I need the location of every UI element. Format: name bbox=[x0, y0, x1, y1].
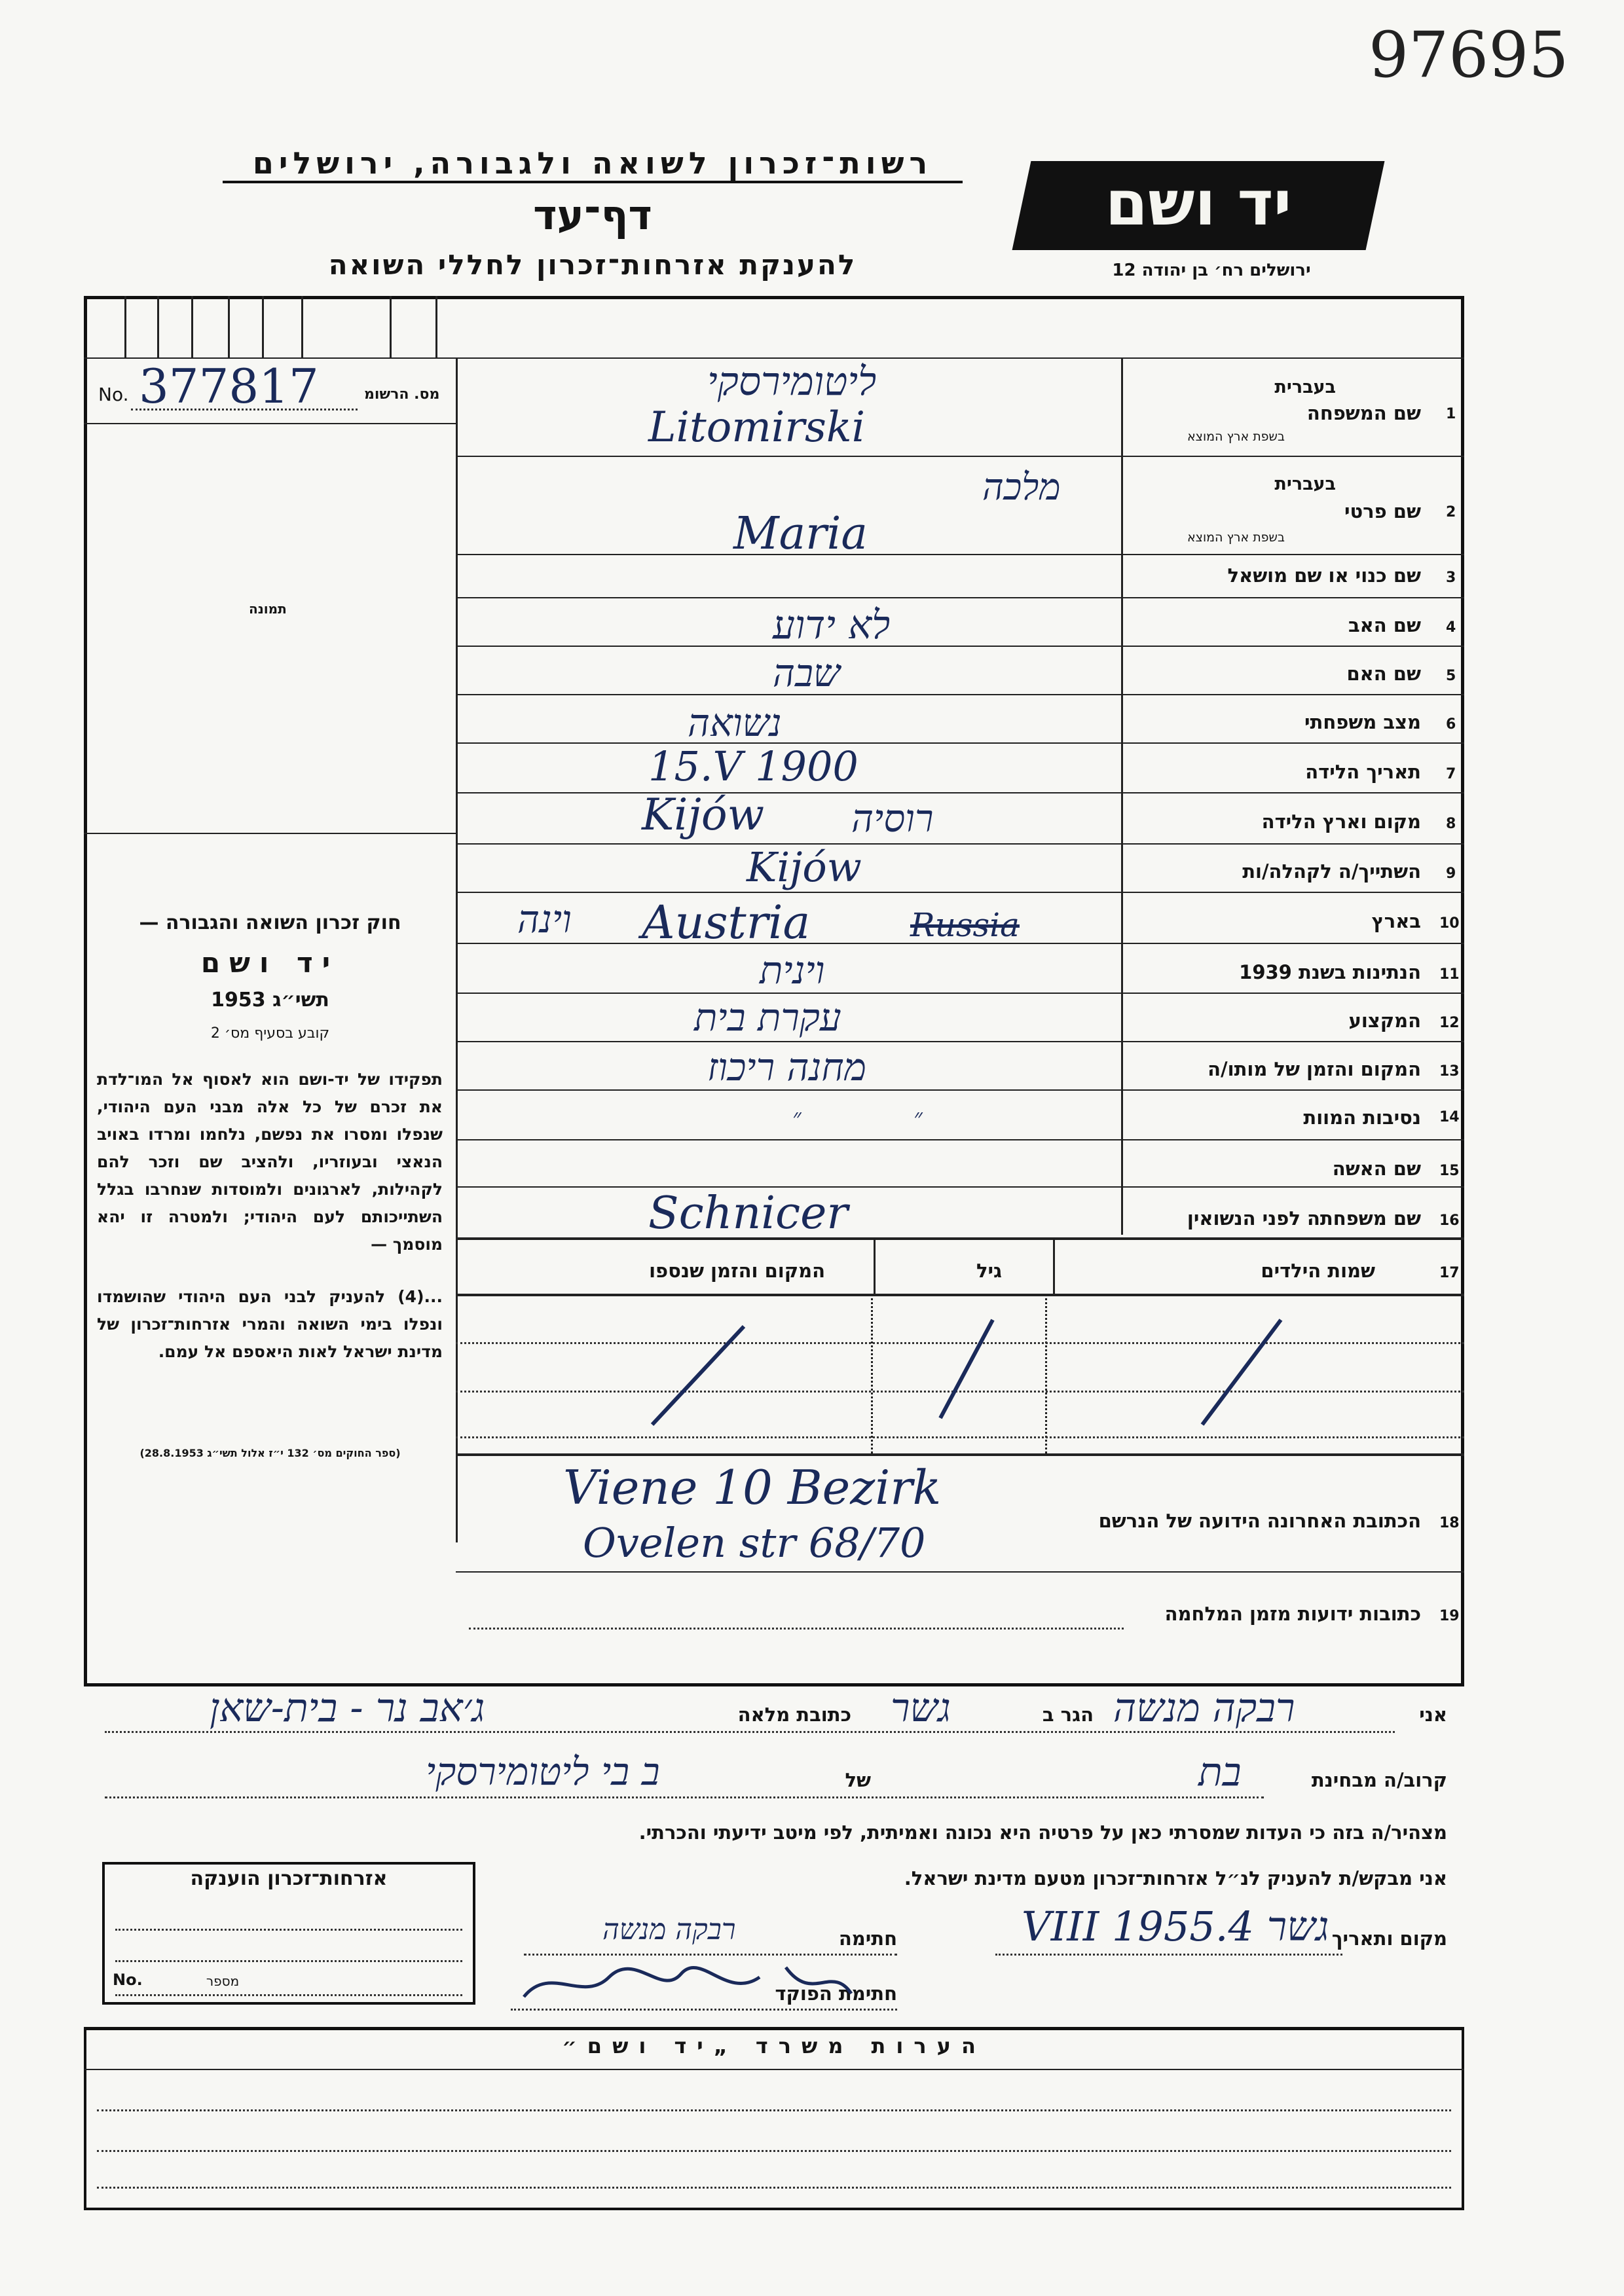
field-16-line bbox=[456, 1237, 1464, 1240]
field-11-value[interactable]: וינית bbox=[760, 948, 825, 993]
field-2-label: שם פרטי bbox=[1344, 500, 1421, 522]
children-place-header: המקום והזמן שנספו bbox=[649, 1260, 825, 1282]
box-divider bbox=[390, 296, 392, 357]
field-18-line bbox=[456, 1571, 1464, 1573]
field-3-line bbox=[456, 597, 1464, 598]
box-divider bbox=[435, 296, 437, 357]
field-12-value[interactable]: עקרת בית bbox=[694, 995, 841, 1040]
remarks-line bbox=[97, 2187, 1451, 2189]
field-18-number: 18 bbox=[1439, 1515, 1460, 1531]
field-1-hebrew-tag: בעברית bbox=[1274, 377, 1336, 397]
field-11-number: 11 bbox=[1439, 966, 1460, 983]
field-16-number: 16 bbox=[1439, 1212, 1460, 1229]
field-4-value[interactable]: לא ידוע bbox=[773, 602, 891, 648]
field-9-value[interactable]: Kijów bbox=[747, 843, 862, 891]
field-1-number: 1 bbox=[1446, 406, 1456, 422]
field-5-line bbox=[456, 694, 1464, 695]
decl-line-2 bbox=[105, 1796, 1264, 1798]
decl-place-date-label: מקום ותאריך bbox=[1331, 1927, 1447, 1950]
box-divider bbox=[157, 296, 159, 357]
field-19-number: 19 bbox=[1439, 1608, 1460, 1624]
field-14-value[interactable]: ״ ״ bbox=[792, 1104, 923, 1131]
field-18-address-line-2[interactable]: Ovelen str 68/70 bbox=[583, 1519, 926, 1567]
field-16-label: שם משפחתה לפני הנשואין bbox=[1187, 1207, 1421, 1230]
field-16-value[interactable]: Schnicer bbox=[648, 1188, 848, 1239]
field-4-line bbox=[456, 646, 1464, 647]
field-2-hebrew-tag: בעברית bbox=[1274, 474, 1336, 494]
decl-place-line bbox=[995, 1954, 1342, 1956]
registration-label: מס. הרשומ bbox=[364, 386, 440, 403]
children-col-divider bbox=[874, 1237, 876, 1294]
field-1-value-latin[interactable]: Litomirski bbox=[648, 403, 866, 452]
photo-top-line bbox=[84, 423, 456, 424]
field-6-value[interactable]: נשואה bbox=[688, 701, 782, 745]
field-19-line bbox=[469, 1628, 1124, 1630]
archive-number: 97695 bbox=[1369, 18, 1569, 92]
decl-address-value[interactable]: ג׳אב נר - בית-שאן bbox=[210, 1685, 485, 1731]
box-divider bbox=[262, 296, 264, 357]
box-divider bbox=[301, 296, 303, 357]
field-1-hint: בשפת ארץ המוצא bbox=[1187, 429, 1285, 444]
remarks-line bbox=[84, 2069, 1464, 2070]
field-1-value-hebrew[interactable]: ליטומירסקי bbox=[707, 359, 877, 405]
photo-bottom-line bbox=[84, 833, 456, 834]
law-citation: (ספר החוקים מס׳ 132 י״ז אלול תשי״ג 28.8.1953) bbox=[139, 1447, 401, 1459]
field-12-line bbox=[456, 1041, 1464, 1042]
decl-ani-label: אני bbox=[1419, 1704, 1447, 1726]
field-8-number: 8 bbox=[1446, 816, 1456, 832]
decl-officer-line bbox=[511, 2009, 897, 2011]
decl-name-value[interactable]: רבקה מנשה bbox=[1113, 1685, 1295, 1731]
field-9-number: 9 bbox=[1446, 866, 1456, 882]
field-10-number: 10 bbox=[1439, 915, 1460, 932]
field-5-value[interactable]: שבה bbox=[773, 651, 841, 695]
field-14-number: 14 bbox=[1439, 1109, 1460, 1125]
field-1-label: שם המשפחה bbox=[1306, 402, 1421, 424]
stamp-box-no-label: No. bbox=[113, 1971, 143, 1989]
remarks-line bbox=[97, 2150, 1451, 2152]
field-10-line bbox=[456, 943, 1464, 944]
stamp-box-line bbox=[115, 1929, 462, 1931]
field-14-line bbox=[456, 1139, 1464, 1140]
decl-resides-label: הגר ב bbox=[1042, 1704, 1094, 1726]
children-names-header: שמות הילדים bbox=[1261, 1260, 1375, 1282]
field-7-label: תאריך הלידה bbox=[1305, 761, 1421, 783]
field-8-value-latin[interactable]: Kijów bbox=[642, 790, 765, 840]
box-divider bbox=[228, 296, 230, 357]
law-paragraph-1: תפקידו של יד-ושם הוא לאסוף אל המו־לדת את זכרם של כל אלה מבני העם היהודי, שנפלו ומסרו את נפשם, נלחמו ומרדו באויב הנאצי ובעוזריו, ולהציב שם וזכר להם לקהילות, לארגונים ולמוסדות שנחרבו בגלל השתייכותם לעם היהודי; ולמטרה זו יהא מוסמך — bbox=[97, 1070, 443, 1254]
label-column-divider bbox=[1121, 357, 1123, 1235]
field-15-label: שם האשה bbox=[1332, 1157, 1421, 1180]
field-2-line bbox=[456, 554, 1464, 555]
children-strike-marks bbox=[456, 1294, 1464, 1457]
stamp-box-number-line bbox=[115, 1994, 462, 1996]
field-7-line bbox=[456, 792, 1464, 793]
field-18-label: הכתובת האחרונה הידועה של הנרשם bbox=[1098, 1510, 1421, 1532]
decl-of-label: של bbox=[845, 1769, 871, 1791]
field-2-number: 2 bbox=[1446, 504, 1456, 520]
field-4-label: שם האב bbox=[1348, 614, 1421, 636]
box-divider bbox=[191, 296, 193, 357]
photo-label: תמונה bbox=[249, 601, 287, 617]
decl-line-1 bbox=[105, 1731, 1395, 1733]
field-18-address-line-1[interactable]: Viene 10 Bezirk bbox=[563, 1460, 942, 1515]
law-paragraph-2: ...(4) להעניק לבני העם היהודי שהושמדו ונפלו בימי השואה והמרי אזרחות־זכרון של מדינת ישראל לאות היאספם אל עמם. bbox=[97, 1287, 443, 1361]
registration-no-label: No. bbox=[98, 384, 129, 405]
stamp-box-title: אזרחות־זכרון הוענקה bbox=[190, 1867, 388, 1890]
field-19-label: כתובות ידועות מזמן המלחמה bbox=[1164, 1603, 1421, 1625]
children-age-header: גיל bbox=[976, 1260, 1002, 1282]
logo-address: ירושלים רח׳ בן יהודה 12 bbox=[1112, 261, 1311, 280]
field-10-value-hebrew[interactable]: וינה bbox=[517, 897, 572, 941]
decl-signature-label: חתימה bbox=[838, 1927, 897, 1950]
field-15-number: 15 bbox=[1439, 1163, 1460, 1179]
stamp-box-line bbox=[115, 1960, 462, 1962]
field-10-struck-value: Russia bbox=[910, 906, 1020, 944]
form-subtitle: להענקת אזרחות־זכרון לחללי השואה bbox=[328, 249, 857, 281]
field-3-label: שם כנוי או שם מושאל bbox=[1227, 564, 1421, 587]
field-11-line bbox=[456, 993, 1464, 994]
decl-request: אני מבקש/ת להעניק לנ״ל אזרחות־זכרון מטעם מדינת ישראל. bbox=[904, 1867, 1447, 1889]
law-year: תשי״ג 1953 bbox=[211, 989, 329, 1011]
field-8-value-hebrew[interactable]: רוסיה bbox=[851, 796, 934, 841]
field-6-label: מצב משפחתי bbox=[1304, 711, 1421, 733]
field-1-line bbox=[456, 456, 1464, 457]
logo-text: יד ושם bbox=[1105, 168, 1292, 240]
field-17-number: 17 bbox=[1439, 1265, 1460, 1281]
remarks-title: הערות משרד „יד ושם״ bbox=[562, 2033, 986, 2058]
decl-of-value[interactable]: ב בי ליטומירסקי bbox=[426, 1749, 660, 1794]
law-name: יד ושם bbox=[200, 947, 340, 979]
decl-officer-label: חתימת הפוקד bbox=[775, 1982, 897, 2005]
stamp-box-number-label: מספר bbox=[206, 1973, 240, 1989]
field-5-label: שם האם bbox=[1346, 663, 1421, 685]
field-9-line bbox=[456, 892, 1464, 893]
field-10-label: בארץ bbox=[1371, 910, 1421, 932]
field-10-value-latin[interactable]: Austria bbox=[642, 896, 811, 949]
field-2-hint: בשפת ארץ המוצא bbox=[1187, 530, 1285, 545]
field-14-label: נסיבות המוות bbox=[1303, 1106, 1421, 1129]
field-13-label: המקום והזמן של מותו/ה bbox=[1208, 1058, 1421, 1080]
children-bottom-line bbox=[456, 1453, 1464, 1456]
field-13-line bbox=[456, 1089, 1464, 1091]
field-6-line bbox=[456, 742, 1464, 744]
decl-relative-label: קרוב/ה מבחינת bbox=[1311, 1769, 1447, 1791]
field-12-number: 12 bbox=[1439, 1015, 1460, 1031]
field-8-line bbox=[456, 843, 1464, 845]
registration-line bbox=[131, 409, 358, 410]
form-title: דף־עד bbox=[533, 191, 652, 239]
field-8-label: מקום וארץ הלידה bbox=[1261, 811, 1421, 833]
field-4-number: 4 bbox=[1446, 619, 1456, 636]
officer-signature-scribble bbox=[511, 1958, 864, 2010]
field-13-value[interactable]: מחנה ריכוז bbox=[707, 1045, 867, 1089]
field-3-number: 3 bbox=[1446, 570, 1456, 586]
officer-signature[interactable] bbox=[511, 1958, 864, 2010]
field-6-number: 6 bbox=[1446, 716, 1456, 733]
decl-signature-value[interactable]: רבקה מנשה bbox=[602, 1913, 736, 1946]
field-7-value[interactable]: 15.V 1900 bbox=[648, 742, 858, 790]
decl-address-label: כתובת מלאה bbox=[737, 1704, 851, 1726]
box-divider bbox=[124, 296, 126, 357]
field-2-value-latin[interactable]: Maria bbox=[733, 508, 868, 560]
field-12-label: המקצוע bbox=[1348, 1010, 1421, 1032]
field-2-value-hebrew[interactable]: מלכה bbox=[982, 466, 1061, 509]
field-13-number: 13 bbox=[1439, 1063, 1460, 1080]
registration-number[interactable]: 377817 bbox=[139, 359, 319, 414]
field-11-label: הנתינות בשנת 1939 bbox=[1239, 961, 1421, 983]
decl-place-date-value[interactable]: גשר 4.VIII 1955 bbox=[1022, 1903, 1329, 1950]
law-section: קובע בסעיף מס׳ 2 bbox=[210, 1025, 330, 1042]
law-title: חוק זכרון השואה והגבורה — bbox=[139, 911, 401, 934]
field-15-line bbox=[456, 1186, 1464, 1188]
field-5-number: 5 bbox=[1446, 668, 1456, 684]
field-9-label: השתייך/ה לקהלה/ות bbox=[1242, 860, 1421, 883]
remarks-line bbox=[97, 2109, 1451, 2111]
decl-relation-value[interactable]: בת bbox=[1198, 1749, 1242, 1795]
authority-title: רשות־זכרון לשואה ולגבורה, ירושלים bbox=[223, 145, 963, 183]
children-col-divider bbox=[1053, 1237, 1055, 1294]
decl-statement: מצהיר/ה בזה כי העדות שמסרתי כאן על פרטיה היא נכונה ואמיתית, לפי מיטב ידיעתי והכרתי. bbox=[638, 1821, 1447, 1844]
field-7-number: 7 bbox=[1446, 766, 1456, 782]
decl-resides-value[interactable]: גשר bbox=[891, 1685, 951, 1731]
decl-signature-line bbox=[524, 1954, 897, 1956]
